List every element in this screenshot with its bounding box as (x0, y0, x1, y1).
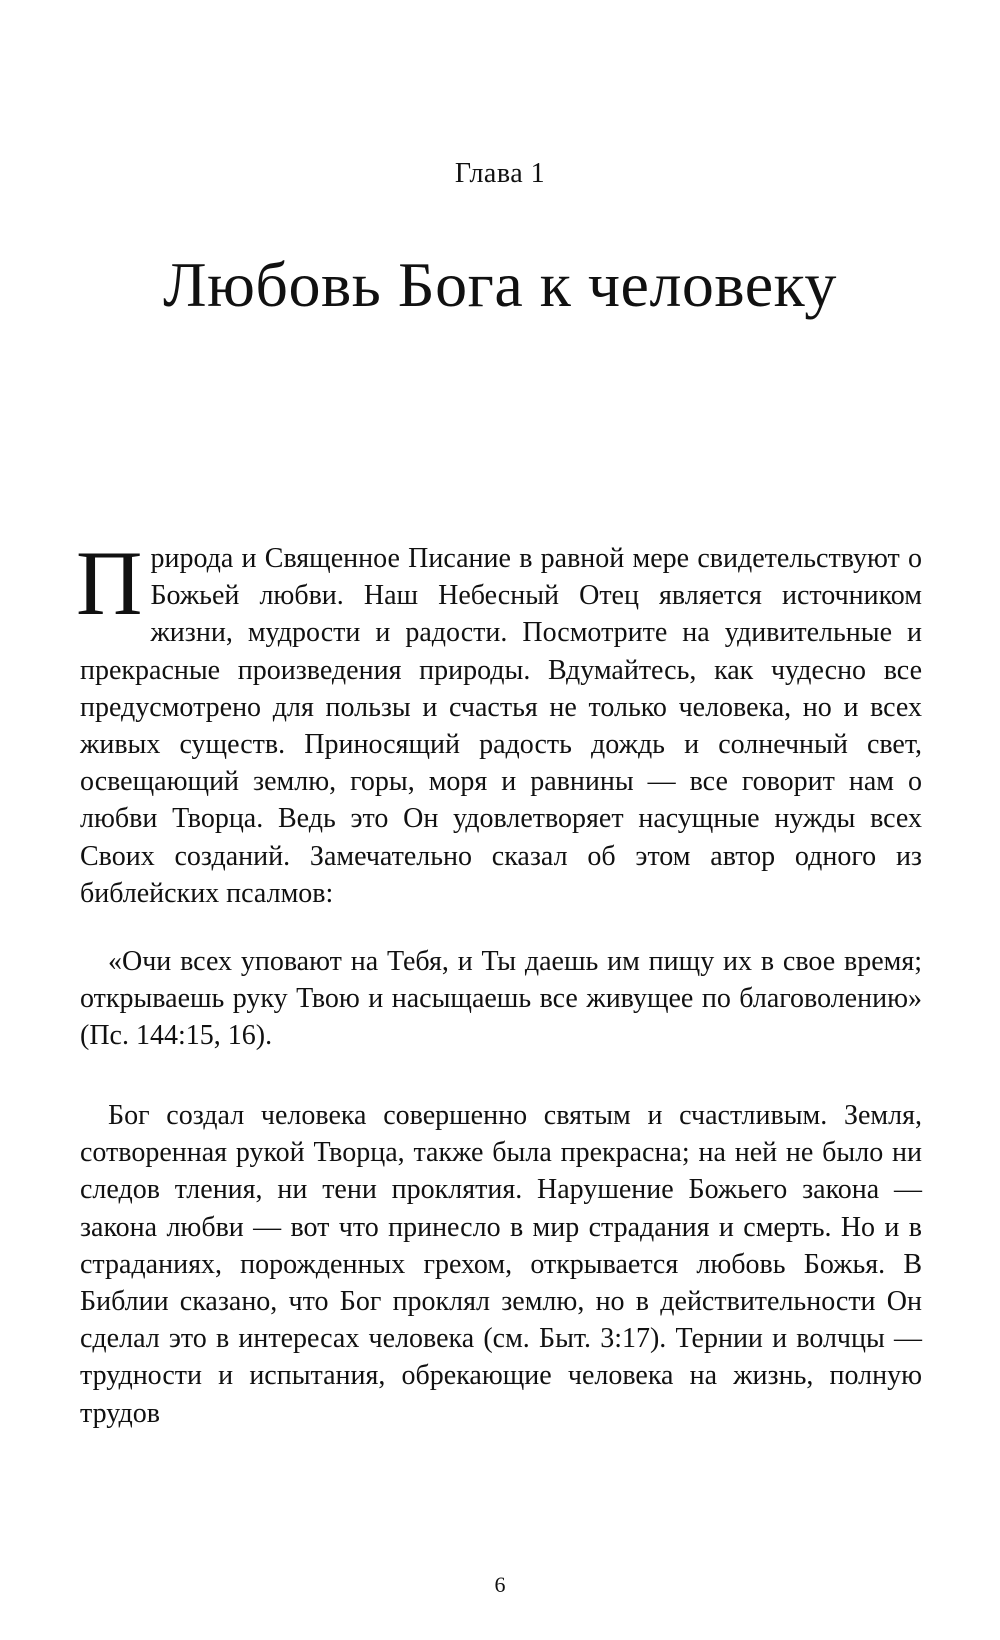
paragraph-intro (76, 532, 922, 912)
page-number: 6 (494, 1572, 506, 1597)
chapter-title: Любовь Бога к человеку (163, 249, 837, 320)
paragraph-intro-text: рирода и Священное Писание в равной мере свидетельствуют о Божьей любви. Наш Небесный Отец является источником жизни, мудрости и радости. Посмотрите на удивительные и прекрасные произведения природы. Вдумайтесь, как чудесно все предусмотрено для пользы и счастья не только человека, но и всех живых существ. Приносящий радость дождь и солнечный свет, освещающий землю, горы, моря и равнины — все говорит нам о любви Творца. Ведь это Он удовлетворяет насущные нужды всех Своих созданий. Замечательно сказал об этом автор одного из библейских псалмов: (80, 543, 922, 909)
scripture-quote: «Очи всех уповают на Тебя, и Ты даешь им пищу их в свое время; открываешь руку Твою и насыщаешь все живущее по благоволению» (Пс. 144:15, 16). (80, 946, 922, 1052)
chapter-label: Глава 1 (454, 158, 546, 189)
paragraph-creation: Бог создал человека совершенно святым и счастливым. Земля, сотворенная рукой Творца, также была прекрасна; на ней не было ни следов тления, ни тени проклятия. Нарушение Божьего закона — закона любви — вот что принесло в мир страдания и смерть. Но и в страданиях, порожденных грехом, открывается любовь Божья. В Библии сказано, что Бог проклял землю, но в действительности Он сделал это в интересах человека (см. Быт. 3:17). Тернии и волчцы — трудности и испытания, обрекающие человека на жизнь, полную трудов (80, 1100, 922, 1429)
drop-cap: П (76, 532, 143, 634)
